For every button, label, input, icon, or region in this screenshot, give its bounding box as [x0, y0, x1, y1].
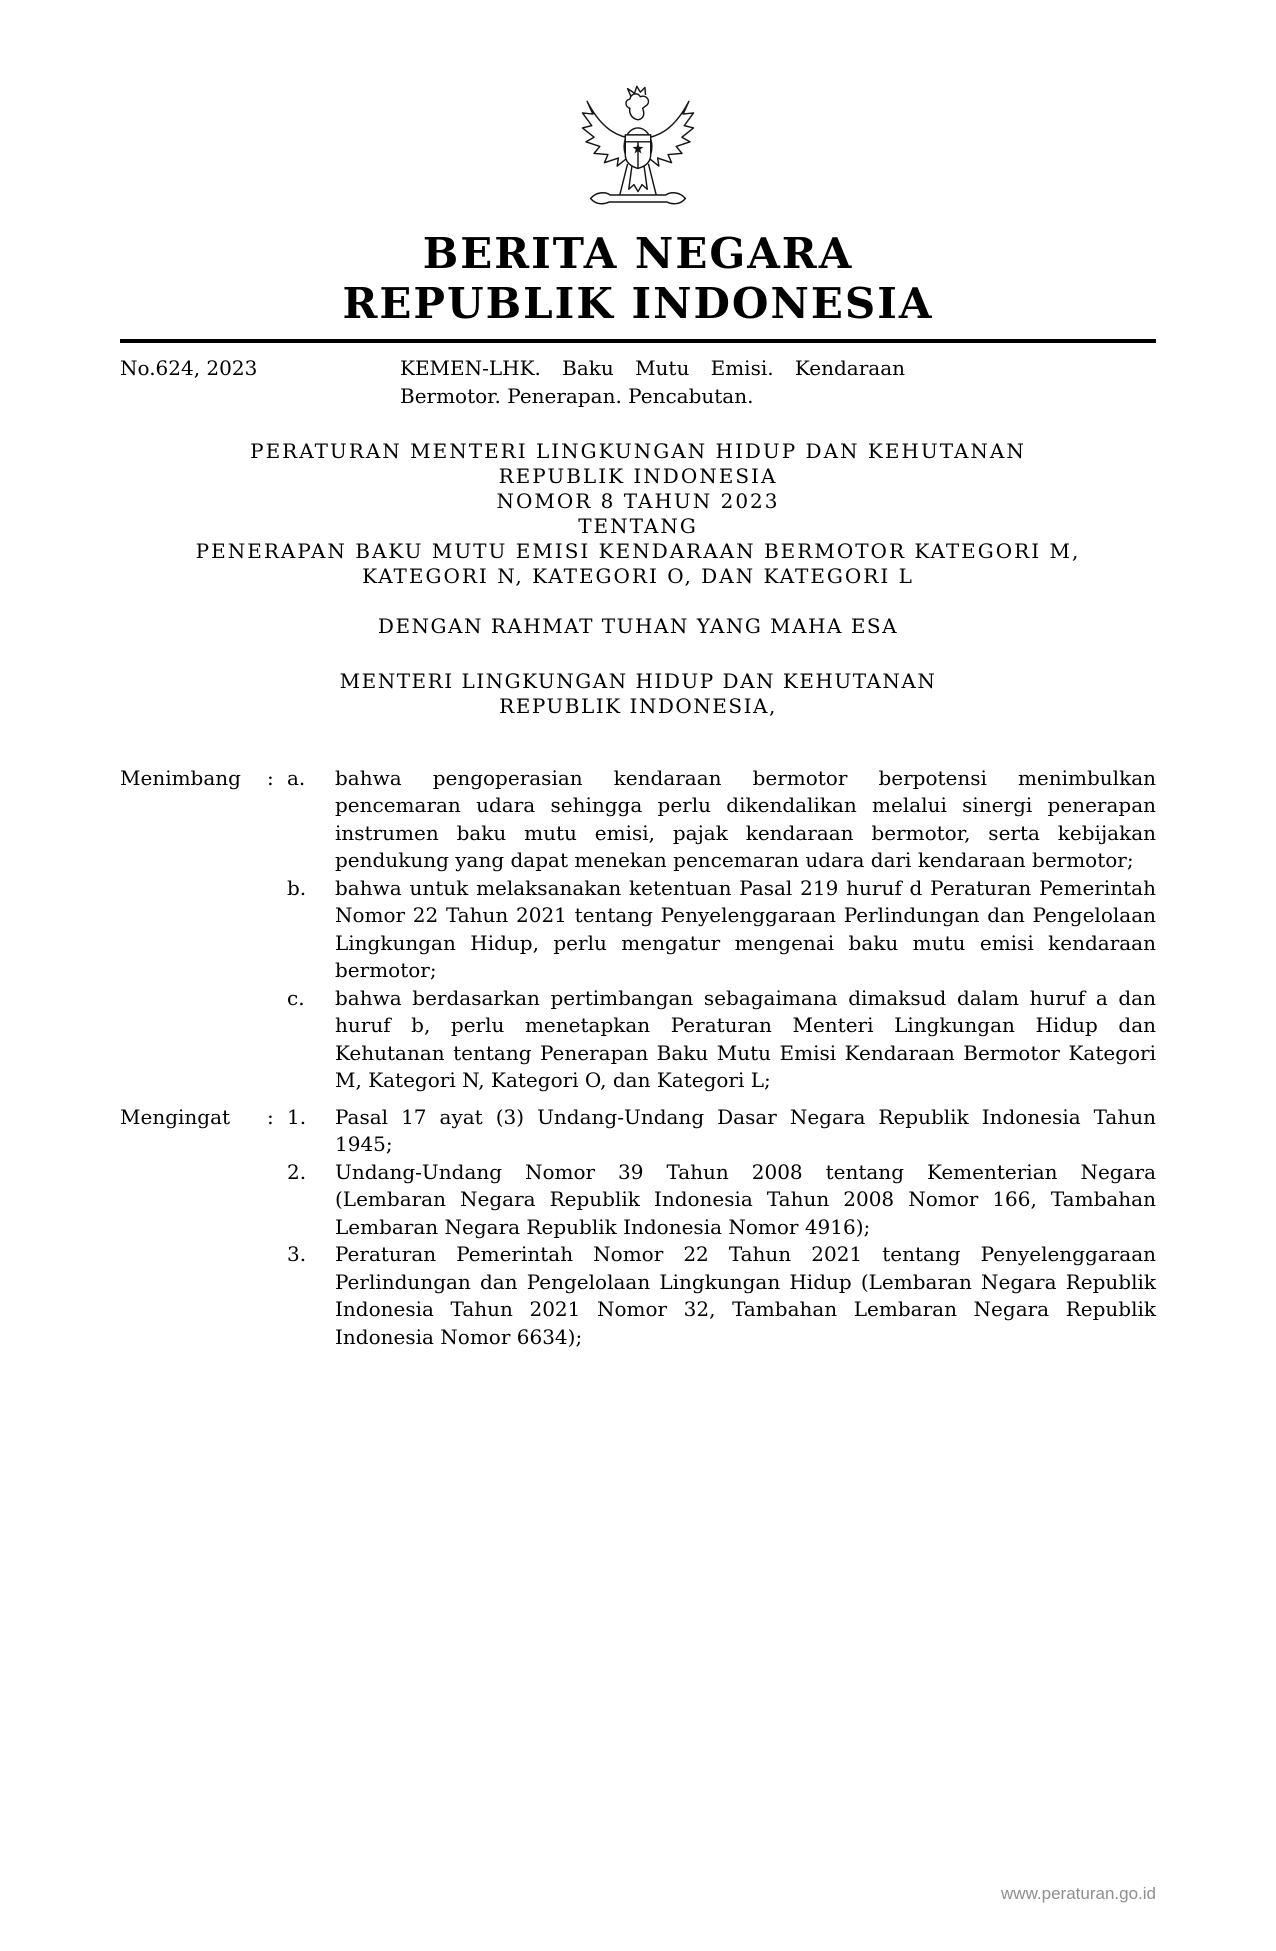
- considering-label: Menimbang: [120, 765, 241, 790]
- considering-item-text: bahwa pengoperasian kendaraan bermotor berpotensi menimbulkan pencemaran udara sehingga perlu dikendalikan melalui sinergi penerapan instrumen baku mutu emisi, pajak kendaraan bermotor, serta kebijakan pendukung yang dapat menekan pencemaran udara dari kendaraan bermotor;: [335, 765, 1156, 872]
- gazette-number: No.624, 2023: [120, 356, 258, 380]
- masthead-title-line1: BERITA NEGARA: [422, 229, 854, 278]
- recalling-item-marker: 2.: [287, 1159, 307, 1184]
- considering-item-marker: a.: [287, 765, 306, 790]
- masthead: [120, 229, 1156, 329]
- regulation-title-line5: PENERAPAN BAKU MUTU EMISI KENDARAAN BERMOTOR KATEGORI M,: [195, 539, 1081, 563]
- considering-item-text: bahwa berdasarkan pertimbangan sebagaimana dimaksud dalam huruf a dan huruf b, perlu menetapkan Peraturan Menteri Lingkungan Hidup dan Kehutanan tentang Penerapan Baku Mutu Emisi Kendaraan Bermotor Kategori M, Kategori N, Kategori O, dan Kategori L;: [335, 985, 1156, 1092]
- subject-keywords: [400, 355, 905, 410]
- issuing-authority-line2: REPUBLIK INDONESIA,: [499, 693, 777, 718]
- regulation-title-line3: NOMOR 8 TAHUN 2023: [496, 489, 780, 513]
- invocation-line: DENGAN RAHMAT TUHAN YANG MAHA ESA: [377, 614, 899, 638]
- considering-colon: :: [267, 765, 274, 790]
- masthead-divider: [120, 339, 1156, 343]
- considering-section: [120, 765, 1156, 1095]
- recalling-item-text: Peraturan Pemerintah Nomor 22 Tahun 2021 tentang Penyelenggaraan Perlindungan dan Pengelolaan Lingkungan Hidup (Lembaran Negara Republik Indonesia Tahun 2021 Nomor 32, Tambahan Lembaran Negara Republik Indonesia Nomor 6634);: [335, 1242, 1156, 1349]
- recalling-item-text: Pasal 17 ayat (3) Undang-Undang Dasar Negara Republik Indonesia Tahun 1945;: [335, 1104, 1156, 1156]
- considering-item-marker: b.: [287, 875, 307, 900]
- garuda-pancasila-emblem-icon: [580, 84, 696, 217]
- regulation-title-line2: REPUBLIK INDONESIA: [498, 464, 778, 488]
- subject-keywords-line1: KEMEN-LHK. Baku Mutu Emisi. Kendaraan: [400, 356, 905, 380]
- recalling-colon: :: [267, 1104, 274, 1129]
- regulation-title-line6: KATEGORI N, KATEGORI O, DAN KATEGORI L: [362, 564, 914, 588]
- considering-item-marker: c.: [287, 985, 305, 1010]
- subject-keywords-line2: Bermotor. Penerapan. Pencabutan.: [400, 383, 754, 408]
- recalling-item-marker: 3.: [287, 1242, 307, 1266]
- considering-item-text: bahwa untuk melaksanakan ketentuan Pasal 219 huruf d Peraturan Pemerintah Nomor 22 Tahun 2021 tentang Penyelenggaraan Perlindungan dan Pengelolaan Lingkungan Hidup, perlu mengatur mengenai baku mutu emisi kendaraan bermotor;: [335, 875, 1156, 982]
- recalling-section: [120, 1104, 1156, 1352]
- issuing-authority: [120, 669, 1156, 719]
- gazette-meta: [120, 355, 1156, 413]
- regulation-title-line1: PERATURAN MENTERI LINGKUNGAN HIDUP DAN KEHUTANAN: [250, 439, 1026, 463]
- issuing-authority-line1: MENTERI LINGKUNGAN HIDUP DAN KEHUTANAN: [339, 668, 937, 693]
- recalling-item-text: Undang-Undang Nomor 39 Tahun 2008 tentang Kementerian Negara (Lembaran Negara Republik Indonesia Tahun 2008 Nomor 166, Tambahan Lembaran Negara Republik Indonesia Nomor 4916);: [335, 1159, 1156, 1239]
- regulation-title: [120, 439, 1156, 589]
- recalling-label: Mengingat: [120, 1104, 231, 1129]
- footer-url: www.peraturan.go.id: [1001, 1883, 1156, 1903]
- regulation-title-line4: TENTANG: [578, 514, 698, 538]
- recalling-item-marker: 1.: [287, 1104, 307, 1129]
- masthead-title-line2: REPUBLIK INDONESIA: [342, 279, 934, 328]
